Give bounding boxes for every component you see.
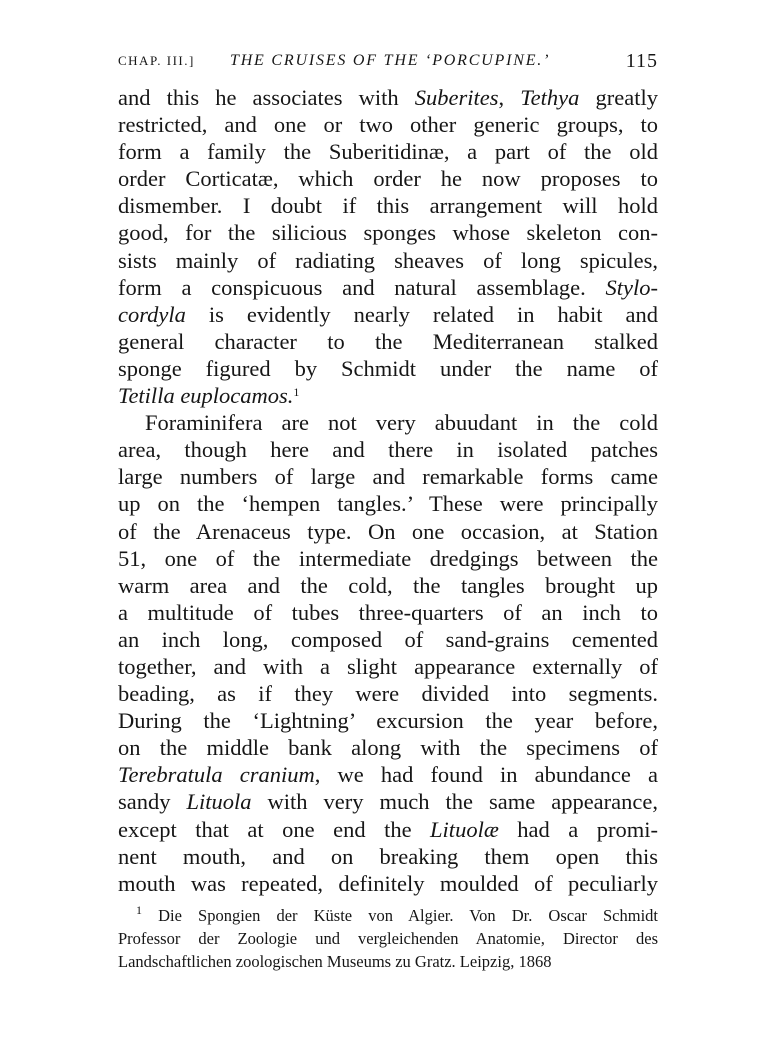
text-run: sponge figured by Schmidt under the name of bbox=[118, 355, 658, 381]
text-run: area, though here and there in isolated patches bbox=[118, 437, 658, 463]
text-line bbox=[118, 734, 658, 761]
footnote-line bbox=[118, 927, 658, 950]
text-run: , bbox=[498, 85, 521, 110]
text-line bbox=[118, 572, 658, 599]
italic-term: Tethya bbox=[520, 85, 580, 110]
text-run: good, for the silicious sponges whose skeleton con- bbox=[118, 220, 658, 246]
page-number: 115 bbox=[625, 50, 658, 72]
text-run: sandy bbox=[118, 789, 187, 815]
body-text bbox=[118, 84, 658, 897]
italic-term: cordyla bbox=[118, 301, 186, 327]
footnote bbox=[118, 904, 658, 973]
text-line bbox=[118, 463, 658, 490]
text-line bbox=[118, 545, 658, 572]
chapter-reference: CHAP. III.] bbox=[118, 53, 195, 68]
text-run: general character to the Mediterranean stalked bbox=[118, 328, 658, 354]
text-run: mouth was repeated, definitely moulded of peculiarly bbox=[118, 870, 658, 896]
text-run: , we had found in abundance a bbox=[314, 762, 658, 788]
text-run: a multitude of tubes three-quarters of an inch to bbox=[118, 599, 658, 625]
text-run: form a conspicuous and natural assemblage. bbox=[118, 274, 606, 300]
text-line bbox=[118, 788, 658, 815]
text-line bbox=[118, 626, 658, 653]
text-line bbox=[118, 680, 658, 707]
footnote-marker: 1 bbox=[293, 385, 300, 400]
text-line bbox=[118, 409, 658, 436]
text-run: 51, one of the intermediate dredgings between the bbox=[118, 545, 658, 571]
running-title: THE CRUISES OF THE ‘PORCUPINE.’ bbox=[230, 52, 551, 69]
text-run: restricted, and one or two other generic groups, to bbox=[118, 112, 658, 138]
text-run: form a family the Suberitidinæ, a part of the old bbox=[118, 139, 658, 165]
text-line bbox=[118, 192, 658, 219]
text-line bbox=[118, 490, 658, 517]
text-line bbox=[118, 84, 658, 111]
text-line bbox=[118, 274, 658, 301]
text-line bbox=[118, 138, 658, 165]
text-run: with very much the same appearance, bbox=[251, 789, 658, 815]
text-run: greatly bbox=[579, 85, 658, 110]
text-line bbox=[118, 382, 658, 409]
text-run: warm area and the cold, the tangles brought up bbox=[118, 572, 658, 598]
footnote-line bbox=[118, 904, 658, 927]
text-run: on the middle bank along with the specimens of bbox=[118, 735, 658, 761]
italic-term: Suberites bbox=[414, 85, 499, 110]
text-run: had a promi- bbox=[498, 816, 658, 842]
text-run: During the ‘Lightning’ excursion the year before, bbox=[118, 708, 658, 734]
text-run: and this he associates with bbox=[118, 85, 415, 110]
italic-term: Lituolæ bbox=[430, 816, 499, 842]
text-run: Landschaftlichen zoologischen Museums zu Gratz. Leipzig, 1868 bbox=[118, 952, 552, 971]
text-run: of the Arenaceus type. On one occasion, at Station bbox=[118, 518, 658, 544]
text-line bbox=[118, 843, 658, 870]
text-run: beading, as if they were divided into segments. bbox=[118, 681, 658, 707]
text-line bbox=[118, 761, 658, 788]
text-run: large numbers of large and remarkable forms came bbox=[118, 464, 658, 490]
text-line bbox=[118, 219, 658, 246]
italic-term: Terebratula cranium bbox=[118, 762, 315, 788]
text-run: Foraminifera are not very abuudant in the cold bbox=[145, 410, 658, 436]
text-line bbox=[118, 165, 658, 192]
italic-term: Tetilla euplocamos. bbox=[118, 383, 294, 409]
italic-term: Lituola bbox=[186, 789, 252, 815]
text-run: nent mouth, and on breaking them open this bbox=[118, 843, 658, 869]
text-line bbox=[118, 518, 658, 545]
text-run: except that at one end the bbox=[118, 816, 431, 842]
text-line bbox=[118, 355, 658, 382]
text-run: sists mainly of radiating sheaves of long spicules, bbox=[118, 247, 658, 273]
text-line bbox=[118, 247, 658, 274]
text-run: up on the ‘hempen tangles.’ These were principally bbox=[118, 491, 658, 517]
text-line bbox=[118, 111, 658, 138]
text-line bbox=[118, 653, 658, 680]
italic-term: Stylo- bbox=[605, 274, 658, 300]
text-line bbox=[118, 870, 658, 897]
text-run: together, and with a slight appearance externally of bbox=[118, 653, 658, 679]
text-line bbox=[118, 816, 658, 843]
text-run: dismember. I doubt if this arrangement will hold bbox=[118, 193, 658, 219]
footnote-marker: 1 bbox=[136, 903, 142, 917]
text-run: order Corticatæ, which order he now proposes to bbox=[118, 166, 658, 192]
footnote-line bbox=[118, 950, 658, 973]
running-head bbox=[118, 46, 658, 76]
text-run: is evidently nearly related in habit and bbox=[185, 301, 658, 327]
text-line bbox=[118, 599, 658, 626]
text-run: Die Spongien der Küste von Algier. Von Dr. Oscar Schmidt bbox=[142, 906, 658, 925]
text-line bbox=[118, 707, 658, 734]
text-line bbox=[118, 328, 658, 355]
text-line bbox=[118, 301, 658, 328]
text-run: Professor der Zoologie und vergleichenden Anatomie, Director des bbox=[118, 929, 658, 948]
text-line bbox=[118, 436, 658, 463]
text-run: an inch long, composed of sand-grains cemented bbox=[118, 626, 658, 652]
